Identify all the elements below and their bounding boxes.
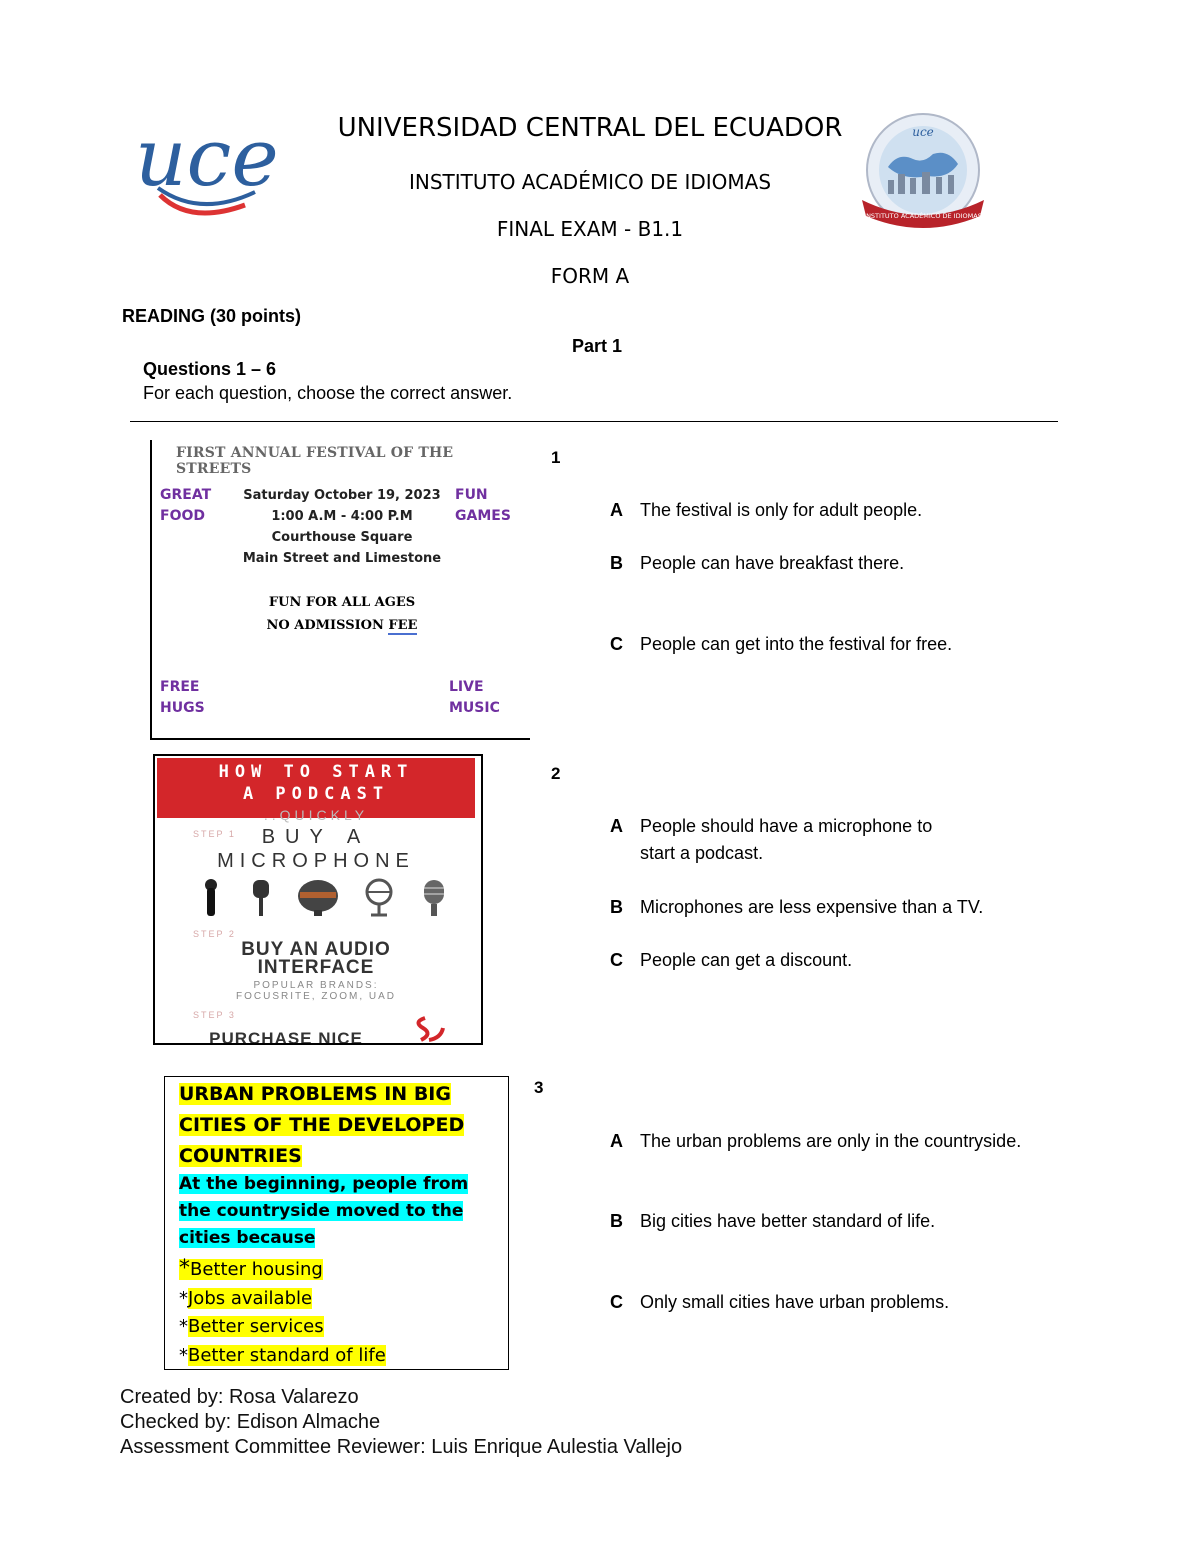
form-title: FORM A <box>550 264 630 288</box>
flyer-bottom-right: LIVE MUSIC <box>449 679 500 716</box>
svg-text:INSTITUTO ACADÉMICO DE IDIOMAS: INSTITUTO ACADÉMICO DE IDIOMAS <box>864 212 982 220</box>
urban-reasons-list <box>179 1255 386 1370</box>
urban-problems-box <box>164 1076 509 1370</box>
poster-audio-line2: INTERFACE <box>257 957 375 978</box>
poster-microphone: MICROPHONE <box>217 850 415 872</box>
flyer-top-left: GREAT FOOD <box>160 487 212 524</box>
urban-intro: At the beginning, people from the countryside moved to the cities because <box>179 1174 469 1248</box>
institute-title: INSTITUTO ACADÉMICO DE IDIOMAS <box>408 170 772 194</box>
poster-audio-line1: BUY AN AUDIO <box>241 939 391 960</box>
list-item: *Jobs available <box>179 1287 313 1309</box>
squiggle-icon <box>411 1014 451 1042</box>
poster-brands-line2: FOCUSRITE, ZOOM, UAD <box>236 991 396 1002</box>
microphone-icon <box>247 878 275 918</box>
microphone-icon <box>197 878 225 918</box>
list-item: *Better standard of life <box>179 1344 386 1366</box>
list-item: *Better housing <box>179 1256 323 1281</box>
poster-purchase: PURCHASE NICE <box>209 1029 363 1045</box>
footer-reviewer: Assessment Committee Reviewer: Luis Enrique Aulestia Vallejo <box>120 1436 683 1458</box>
section-title: READING (30 points) <box>122 306 302 326</box>
poster-title-line2: A PODCAST <box>242 784 390 804</box>
poster-buy-a: BUY A <box>261 826 371 848</box>
poster-step1: STEP 1 <box>193 829 236 839</box>
instruction-text: For each question, choose the correct answer. <box>143 383 513 403</box>
poster-title-line1: HOW TO START <box>218 762 414 782</box>
university-title: UNIVERSIDAD CENTRAL DEL ECUADOR <box>337 113 843 143</box>
part-label: Part 1 <box>572 336 623 356</box>
section-divider <box>130 421 1058 422</box>
poster-brands-line1: POPULAR BRANDS: <box>253 980 379 991</box>
svg-text:uce: uce <box>135 111 279 204</box>
footer-created-by: Created by: Rosa Valarezo <box>120 1386 359 1408</box>
exam-title: FINAL EXAM - B1.1 <box>496 217 684 241</box>
list-item: *Better services <box>179 1316 324 1337</box>
flyer-highlights: FUN FOR ALL AGES NO ADMISSION FEE <box>266 595 418 633</box>
flyer-bottom-left: FREE HUGS <box>160 679 205 716</box>
footer-checked-by: Checked by: Edison Almache <box>120 1411 381 1433</box>
microphone-icon <box>419 878 449 918</box>
urban-heading: URBAN PROBLEMS IN BIG CITIES OF THE DEVELOPED COUNTRIES <box>179 1083 465 1167</box>
poster-step2: STEP 2 <box>193 929 236 939</box>
podcast-poster <box>153 754 483 1045</box>
microphone-icon <box>295 878 341 918</box>
flyer-title: FIRST ANNUAL FESTIVAL OF THE STREETS <box>176 445 454 477</box>
question-number-1: 1 <box>551 448 561 467</box>
questions-label: Questions 1 – 6 <box>143 359 277 379</box>
flyer-details: Saturday October 19, 2023 1:00 A.M - 4:00 P.M Courthouse Square Main Street and Limestone <box>242 488 442 566</box>
question-number-3: 3 <box>534 1078 544 1097</box>
festival-flyer <box>150 440 530 740</box>
microphone-icon <box>361 878 397 918</box>
poster-step3: STEP 3 <box>193 1010 236 1020</box>
poster-quickly: ..QUICKLY <box>263 807 369 823</box>
flyer-top-right: FUN GAMES <box>455 487 511 524</box>
question-number-2: 2 <box>551 764 561 783</box>
svg-text:uce: uce <box>912 125 934 139</box>
